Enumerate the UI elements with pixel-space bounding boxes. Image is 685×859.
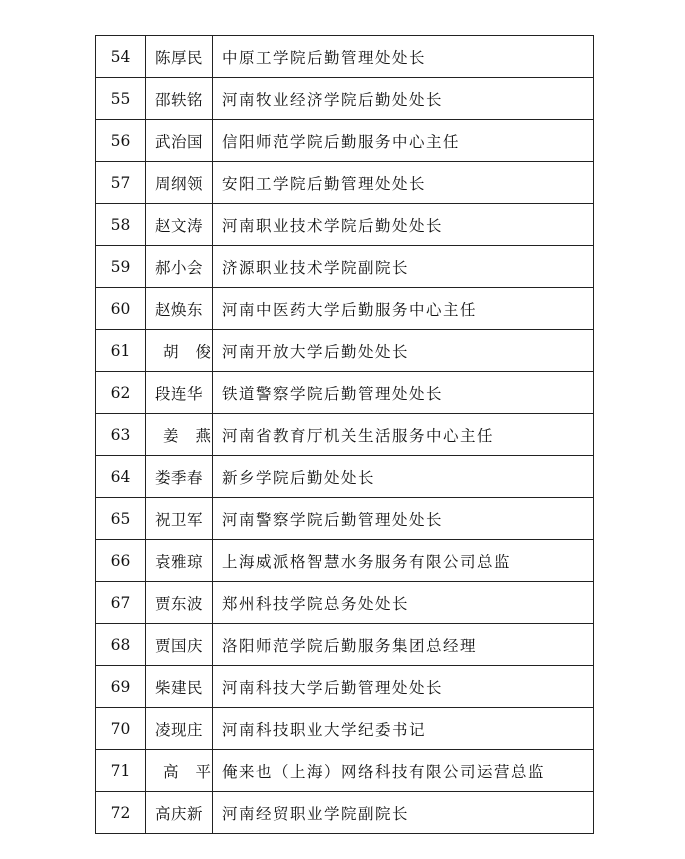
person-name: 袁雅琼 [146, 540, 213, 582]
job-title: 信阳师范学院后勤服务中心主任 [213, 120, 594, 162]
roster-table [95, 35, 594, 834]
row-number: 55 [96, 78, 146, 120]
table-row [96, 540, 594, 582]
job-title: 济源职业技术学院副院长 [213, 246, 594, 288]
job-title: 河南开放大学后勤处处长 [213, 330, 594, 372]
job-title: 新乡学院后勤处处长 [213, 456, 594, 498]
person-name: 武治国 [146, 120, 213, 162]
job-title: 中原工学院后勤管理处处长 [213, 36, 594, 78]
row-number: 62 [96, 372, 146, 414]
person-name: 高庆新 [146, 792, 213, 834]
person-name: 郝小会 [146, 246, 213, 288]
row-number: 67 [96, 582, 146, 624]
row-number: 63 [96, 414, 146, 456]
person-name: 胡俊 [146, 330, 213, 372]
row-number: 64 [96, 456, 146, 498]
row-number: 59 [96, 246, 146, 288]
person-name: 高平 [146, 750, 213, 792]
person-name: 邵轶铭 [146, 78, 213, 120]
row-number: 58 [96, 204, 146, 246]
row-number: 68 [96, 624, 146, 666]
table-row [96, 582, 594, 624]
person-name: 柴建民 [146, 666, 213, 708]
table-row [96, 792, 594, 834]
job-title: 安阳工学院后勤管理处处长 [213, 162, 594, 204]
row-number: 57 [96, 162, 146, 204]
job-title: 河南科技职业大学纪委书记 [213, 708, 594, 750]
person-name: 贾东波 [146, 582, 213, 624]
table-row [96, 120, 594, 162]
table-row [96, 498, 594, 540]
row-number: 56 [96, 120, 146, 162]
table-row [96, 624, 594, 666]
job-title: 河南牧业经济学院后勤处处长 [213, 78, 594, 120]
person-name: 祝卫军 [146, 498, 213, 540]
table-row [96, 666, 594, 708]
table-row [96, 750, 594, 792]
table-row [96, 78, 594, 120]
person-name: 赵焕东 [146, 288, 213, 330]
row-number: 69 [96, 666, 146, 708]
job-title: 河南科技大学后勤管理处处长 [213, 666, 594, 708]
person-name: 姜燕 [146, 414, 213, 456]
row-number: 66 [96, 540, 146, 582]
table-row [96, 246, 594, 288]
job-title: 河南中医药大学后勤服务中心主任 [213, 288, 594, 330]
row-number: 54 [96, 36, 146, 78]
roster-body [96, 36, 594, 834]
person-name: 凌现庄 [146, 708, 213, 750]
job-title: 铁道警察学院后勤管理处处长 [213, 372, 594, 414]
person-name: 贾国庆 [146, 624, 213, 666]
person-name: 陈厚民 [146, 36, 213, 78]
table-row [96, 162, 594, 204]
job-title: 洛阳师范学院后勤服务集团总经理 [213, 624, 594, 666]
person-name: 周纲领 [146, 162, 213, 204]
table-row [96, 204, 594, 246]
job-title: 上海威派格智慧水务服务有限公司总监 [213, 540, 594, 582]
person-name: 段连华 [146, 372, 213, 414]
row-number: 70 [96, 708, 146, 750]
row-number: 61 [96, 330, 146, 372]
row-number: 71 [96, 750, 146, 792]
table-row [96, 330, 594, 372]
row-number: 60 [96, 288, 146, 330]
job-title: 郑州科技学院总务处处长 [213, 582, 594, 624]
table-row [96, 456, 594, 498]
table-row [96, 36, 594, 78]
person-name: 赵文涛 [146, 204, 213, 246]
row-number: 72 [96, 792, 146, 834]
job-title: 河南经贸职业学院副院长 [213, 792, 594, 834]
job-title: 河南警察学院后勤管理处处长 [213, 498, 594, 540]
table-row [96, 414, 594, 456]
table-row [96, 708, 594, 750]
person-name: 娄季春 [146, 456, 213, 498]
table-row [96, 288, 594, 330]
job-title: 俺来也（上海）网络科技有限公司运营总监 [213, 750, 594, 792]
table-row [96, 372, 594, 414]
job-title: 河南职业技术学院后勤处处长 [213, 204, 594, 246]
job-title: 河南省教育厅机关生活服务中心主任 [213, 414, 594, 456]
row-number: 65 [96, 498, 146, 540]
